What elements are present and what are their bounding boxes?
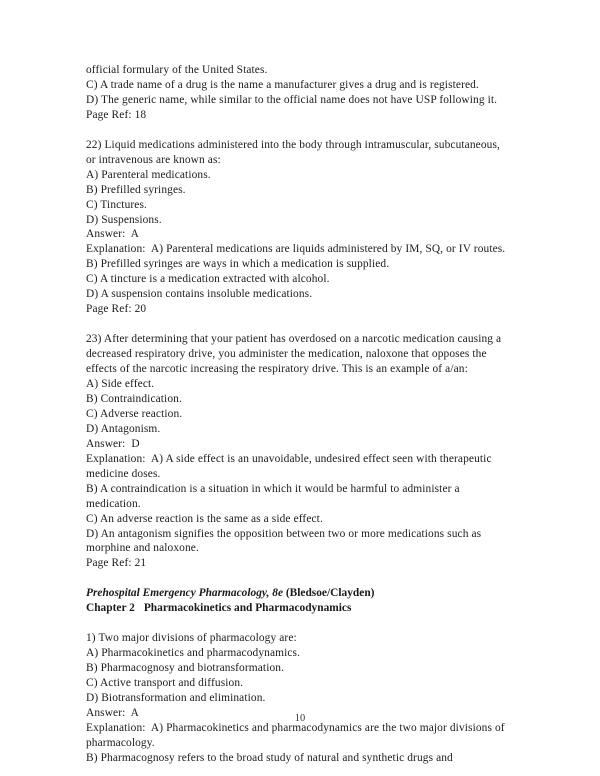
- answer-option-c: C) Active transport and diffusion.: [86, 677, 244, 690]
- question-block-23: [86, 332, 516, 571]
- text-line: C) A trade name of a drug is the name a manufacturer gives a drug and is registered.: [86, 78, 479, 91]
- question-stem-line: 23) After determining that your patient has overdosed on a narcotic medication causing a: [86, 333, 502, 346]
- explanation-line: morphine and naloxone.: [86, 542, 199, 555]
- block-spacer: [86, 317, 516, 332]
- answer-option-b: B) Pharmacognosy and biotransformation.: [86, 662, 285, 675]
- book-title-line: [86, 586, 516, 601]
- answer-key-line: Answer: A: [86, 706, 140, 719]
- explanation-line: medication.: [86, 497, 141, 510]
- question-block-22: [86, 138, 516, 317]
- explanation-line: D) A suspension contains insoluble medications.: [86, 288, 313, 301]
- chapter-title: Pharmacokinetics and Pharmacodynamics: [143, 602, 352, 615]
- question-block-ch2-1: [86, 631, 516, 766]
- explanation-line: C) An adverse reaction is the same as a side effect.: [86, 512, 323, 525]
- question-block-21-tail: [86, 63, 516, 123]
- book-title: Prehospital Emergency Pharmacology, 8e: [86, 587, 283, 600]
- page-number: 10: [294, 713, 306, 724]
- document-body: [86, 63, 516, 766]
- answer-option-d: D) Suspensions.: [86, 213, 162, 226]
- answer-option-b: B) Contraindication.: [86, 392, 182, 405]
- answer-key-line: Answer: A: [86, 228, 140, 241]
- question-stem-line: 22) Liquid medications administered into the body through intramuscular, subcutaneous,: [86, 138, 500, 151]
- explanation-line: Explanation: A) A side effect is an unavoidable, undesired effect seen with therapeutic: [86, 452, 492, 465]
- text-line: D) The generic name, while similar to the official name does not have USP following it.: [86, 93, 498, 106]
- answer-option-d: D) Antagonism.: [86, 422, 161, 435]
- explanation-line: Explanation: A) Pharmacokinetics and pharmacodynamics are the two major divisions of: [86, 721, 505, 734]
- question-stem-line: decreased respiratory drive, you administer the medication, naloxone that opposes the: [86, 348, 487, 361]
- chapter-label: Chapter 2: [86, 602, 135, 615]
- explanation-line: B) Pharmacognosy refers to the broad study of natural and synthetic drugs and: [86, 751, 453, 764]
- question-stem-line: or intravenous are known as:: [86, 153, 221, 166]
- answer-option-a: A) Side effect.: [86, 377, 155, 390]
- explanation-line: medicine doses.: [86, 467, 161, 480]
- block-spacer: [86, 123, 516, 138]
- explanation-line: B) Prefilled syringes are ways in which a medication is supplied.: [86, 258, 390, 271]
- block-spacer: [86, 616, 516, 631]
- question-stem-line: effects of the narcotic increasing the respiratory drive. This is an example of a/an:: [86, 363, 468, 376]
- answer-option-b: B) Prefilled syringes.: [86, 183, 186, 196]
- block-spacer: [86, 571, 516, 586]
- answer-option-d: D) Biotransformation and elimination.: [86, 691, 266, 704]
- answer-option-a: A) Parenteral medications.: [86, 168, 211, 181]
- answer-option-c: C) Adverse reaction.: [86, 407, 183, 420]
- page-ref-line: Page Ref: 20: [86, 303, 147, 316]
- book-authors-text: (Bledsoe/Clayden): [285, 587, 375, 600]
- explanation-line: B) A contraindication is a situation in which it would be harmful to administer a: [86, 482, 460, 495]
- answer-key-line: Answer: D: [86, 437, 140, 450]
- explanation-line: Explanation: A) Parenteral medications are liquids administered by IM, SQ, or IV routes.: [86, 243, 506, 256]
- answer-option-a: A) Pharmacokinetics and pharmacodynamics.: [86, 647, 301, 660]
- chapter-title-line: [86, 601, 516, 616]
- chapter-heading: [86, 586, 516, 616]
- page-ref-line: Page Ref: 21: [86, 557, 147, 570]
- answer-option-c: C) Tinctures.: [86, 198, 147, 211]
- text-line: official formulary of the United States.: [86, 64, 268, 76]
- page-ref-line: Page Ref: 18: [86, 108, 147, 121]
- explanation-line: C) A tincture is a medication extracted with alcohol.: [86, 273, 330, 286]
- explanation-line: pharmacology.: [86, 736, 155, 749]
- explanation-line: D) An antagonism signifies the opposition between two or more medications such as: [86, 527, 482, 540]
- question-stem-line: 1) Two major divisions of pharmacology are:: [86, 632, 297, 645]
